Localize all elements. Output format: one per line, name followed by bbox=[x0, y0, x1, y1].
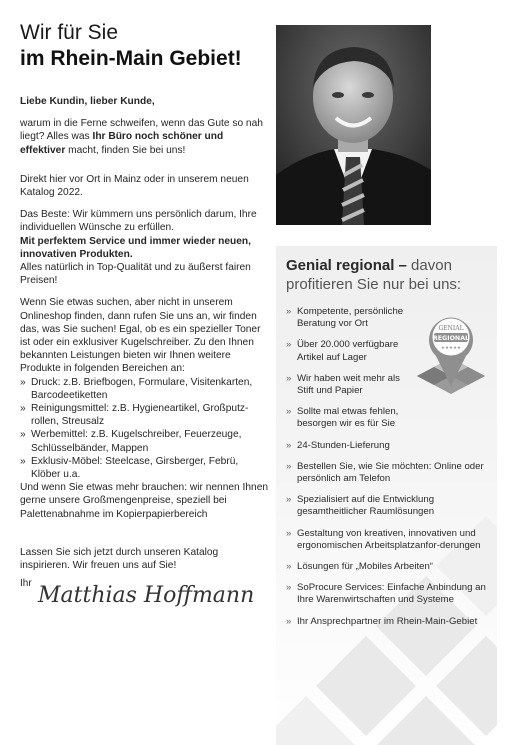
list-item bbox=[286, 406, 491, 430]
list-item-text: Gestaltung von kreativen, innovativen und ergonomischen Arbeitsplatzanfor-derungen bbox=[297, 527, 481, 551]
bullet-icon: » bbox=[286, 439, 292, 451]
bullet-icon: » bbox=[286, 527, 292, 539]
bullet-icon: » bbox=[20, 429, 26, 441]
headline-line-1: Wir für Sie bbox=[20, 21, 119, 44]
badge-stars: ★★★★★ bbox=[440, 346, 462, 351]
list-item-text: Bestellen Sie, wie Sie möchten: Online oder persönlich am Telefon bbox=[297, 460, 484, 485]
list-item-text: Werbemittel: z.B. Kugelschreiber, Feuerzeuge, Schlüsselbänder, Mappen bbox=[31, 429, 242, 454]
list-item bbox=[286, 461, 491, 485]
letter-paragraph-3c: Alles natürlich in Top-Qualität und zu äußerst fairen Preisen! bbox=[20, 262, 251, 287]
list-item-text: Lösungen für „Mobiles Arbeiten“ bbox=[297, 561, 433, 573]
list-item bbox=[20, 402, 270, 428]
bullet-icon: » bbox=[286, 615, 292, 627]
bullet-icon: » bbox=[286, 494, 292, 506]
genial-regional-badge bbox=[410, 300, 492, 398]
product-areas-list bbox=[20, 376, 270, 482]
signature-prefix: Ihr bbox=[20, 578, 32, 589]
letter-paragraph-3b: Mit perfektem Service und immer wieder neuen, innovativen Produkten. bbox=[20, 235, 251, 260]
bullet-icon: » bbox=[286, 460, 292, 472]
portrait-photo bbox=[276, 25, 431, 225]
bullet-icon: » bbox=[286, 339, 292, 351]
badge-text-genial: GENIAL bbox=[438, 325, 464, 332]
bullet-icon: » bbox=[286, 372, 292, 384]
letter-p1-end: macht, finden Sie bei uns! bbox=[65, 144, 186, 156]
benefits-title bbox=[286, 256, 496, 294]
benefits-title-light-2: profitieren Sie nur bei uns: bbox=[286, 276, 462, 293]
bullet-icon: » bbox=[20, 455, 26, 467]
letter-greeting: Liebe Kundin, lieber Kunde, bbox=[20, 96, 155, 107]
headline bbox=[20, 20, 270, 72]
bullet-icon: » bbox=[20, 403, 26, 415]
list-item-text: 24-Stunden-Lieferung bbox=[297, 439, 390, 451]
list-item bbox=[286, 582, 491, 606]
benefits-title-light-1: davon bbox=[406, 257, 452, 274]
list-item-text: Wir haben weit mehr als Stift und Papier bbox=[297, 372, 400, 397]
letter-paragraph-4: Wenn Sie etwas suchen, aber nicht in unserem Onlineshop finden, dann rufen Sie uns an, wir finden das, was Sie suchen! Egal, ob es ein spezieller Toner ist oder ein exklusiver Kugelschreiber. Zu den Ihnen bekannten Leistungen bieten wir Ihnen weitere Produkte in folgenden Bereichen an: bbox=[20, 297, 261, 375]
bullet-icon: » bbox=[286, 306, 292, 317]
list-item-text: Über 20.000 verfügbare Artikel auf Lager bbox=[297, 339, 399, 363]
letter-paragraph-2: Direkt hier vor Ort in Mainz oder in unserem neuen Katalog 2022. bbox=[20, 173, 249, 199]
benefits-title-bold: Genial regional – bbox=[286, 257, 407, 274]
list-item-text: Sollte mal etwas fehlen, besorgen wir es für Sie bbox=[297, 406, 399, 430]
letter-p1-text: warum in die Ferne schweifen, wenn das Gute so nah liegt? Alles was bbox=[20, 118, 263, 143]
list-item bbox=[286, 616, 491, 628]
letter-paragraph-6: Lassen Sie sich jetzt durch unseren Katalog inspirieren. Wir freuen uns auf Sie! bbox=[20, 546, 219, 572]
signature-text: Matthias Hoffmann bbox=[38, 583, 255, 608]
letter-p1-bold: Ihr Büro noch schöner und effektiver bbox=[20, 131, 224, 156]
list-item-text: Exklusiv-Möbel: Steelcase, Girsberger, Febrü, Klöber u.a. bbox=[31, 455, 239, 481]
bullet-icon: » bbox=[286, 406, 292, 418]
list-item-text: Ihr Ansprechpartner im Rhein-Main-Gebiet bbox=[297, 615, 478, 627]
badge-text-regional: REGIONAL bbox=[432, 335, 470, 342]
list-item bbox=[20, 376, 270, 402]
list-item-text: Druck: z.B. Briefbogen, Formulare, Visitenkarten, Barcodeetiketten bbox=[31, 376, 253, 401]
bullet-icon: » bbox=[20, 376, 26, 388]
list-item bbox=[286, 440, 491, 452]
bullet-icon: » bbox=[286, 561, 292, 573]
list-item-text: Kompetente, persönliche Beratung vor Ort bbox=[297, 306, 404, 330]
letter-column bbox=[20, 95, 270, 572]
list-item-text: SoProcure Services: Einfache Anbindung an Ihre Warenwirtschaften und Systeme bbox=[297, 582, 486, 606]
bullet-icon: » bbox=[286, 582, 292, 594]
handwritten-signature bbox=[34, 574, 264, 614]
list-item bbox=[286, 494, 491, 518]
list-item-text: Reinigungsmittel: z.B. Hygieneartikel, Großputz-rollen, Streusalz bbox=[31, 403, 249, 428]
list-item bbox=[20, 428, 270, 454]
letter-paragraph-3a: Das Beste: Wir kümmern uns persönlich darum, Ihre individuellen Wünsche zu erfüllen. bbox=[20, 209, 257, 234]
headline-line-2: im Rhein-Main Gebiet! bbox=[20, 47, 242, 70]
letter-paragraph-1 bbox=[20, 117, 270, 157]
letter-paragraph-5: Und wenn Sie etwas mehr brauchen: wir nennen Ihnen gerne unsere Großmengenpreise, speziell bei Palettenabnahme im Kopierpapierbereich bbox=[20, 482, 269, 520]
list-item bbox=[286, 528, 491, 552]
list-item-text: Spezialisiert auf die Entwicklung gesamtheitlicher Raumlösungen bbox=[297, 494, 435, 518]
signature-block bbox=[20, 574, 270, 614]
list-item bbox=[20, 455, 270, 481]
list-item bbox=[286, 561, 491, 573]
